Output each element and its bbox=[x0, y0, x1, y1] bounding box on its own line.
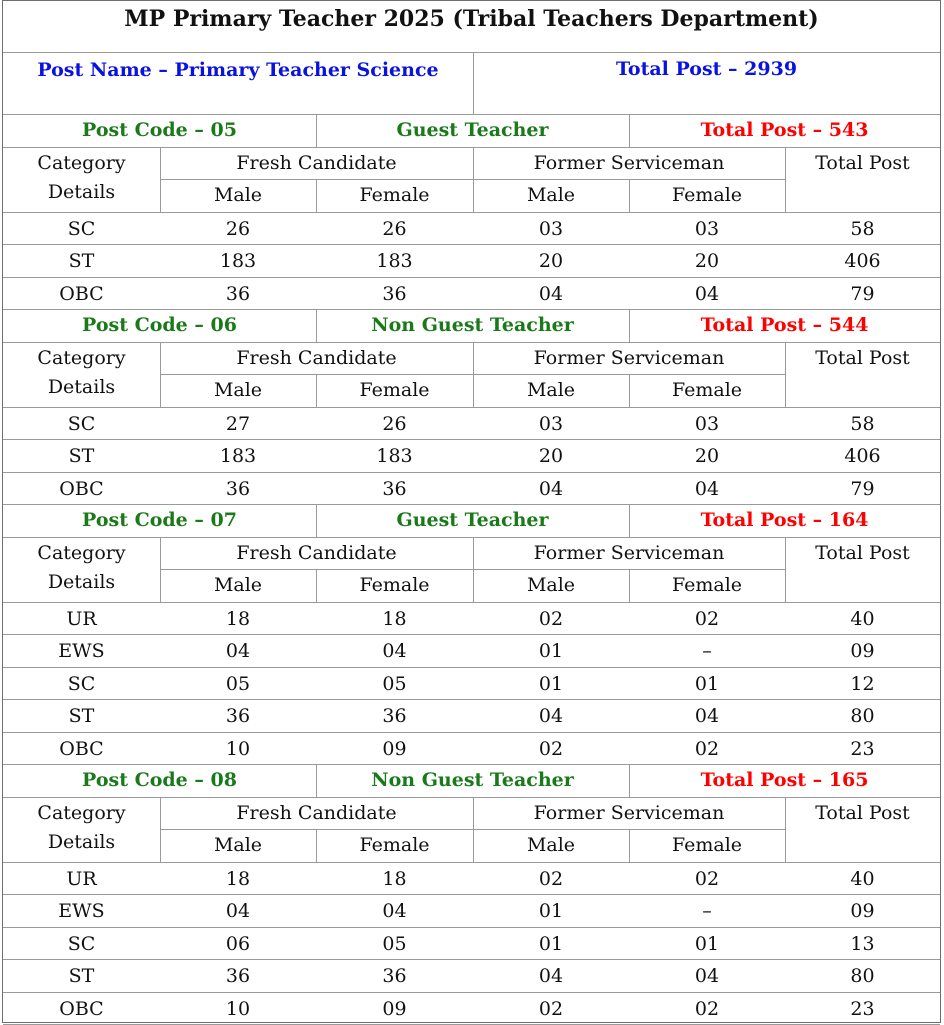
value-cell: 10 bbox=[225, 997, 251, 1020]
divider bbox=[3, 244, 940, 245]
value-cell: 40 bbox=[850, 867, 875, 890]
header-category: Category bbox=[37, 801, 126, 824]
category-cell: ST bbox=[68, 250, 95, 272]
value-cell: 02 bbox=[538, 867, 564, 890]
value-cell: 10 bbox=[225, 737, 251, 760]
value-cell: 09 bbox=[850, 640, 875, 662]
divider bbox=[160, 342, 161, 407]
section-total: Total Post – 544 bbox=[700, 314, 869, 336]
divider bbox=[629, 829, 630, 862]
divider bbox=[3, 797, 940, 798]
header-details: Details bbox=[47, 570, 116, 593]
divider bbox=[785, 147, 786, 212]
header-male: Male bbox=[213, 833, 263, 856]
category-cell: SC bbox=[67, 217, 96, 240]
header-male: Male bbox=[213, 378, 263, 401]
header-former-serviceman: Former Serviceman bbox=[533, 541, 725, 564]
divider bbox=[160, 537, 161, 602]
section-total: Total Post – 543 bbox=[700, 119, 869, 141]
divider bbox=[316, 309, 317, 342]
section-type: Non Guest Teacher bbox=[371, 769, 574, 791]
value-cell: 18 bbox=[382, 607, 407, 630]
header-male: Male bbox=[526, 833, 576, 856]
category-cell: SC bbox=[67, 672, 96, 695]
value-cell: 01 bbox=[694, 672, 720, 695]
divider bbox=[3, 472, 940, 473]
value-cell: 04 bbox=[694, 282, 720, 305]
value-cell: 58 bbox=[850, 217, 875, 240]
divider bbox=[3, 439, 940, 440]
divider bbox=[629, 504, 630, 537]
value-cell: 36 bbox=[225, 965, 251, 987]
value-cell: 09 bbox=[850, 900, 875, 922]
value-cell: 36 bbox=[382, 965, 407, 987]
value-cell: 02 bbox=[694, 737, 720, 760]
value-cell: 03 bbox=[694, 412, 720, 435]
header-male: Male bbox=[526, 183, 576, 206]
value-cell: 20 bbox=[694, 250, 720, 272]
value-cell: 20 bbox=[538, 250, 564, 272]
section-total: Total Post – 165 bbox=[700, 769, 869, 791]
value-cell: – bbox=[702, 640, 712, 662]
divider bbox=[629, 569, 630, 602]
divider bbox=[629, 374, 630, 407]
value-cell: 04 bbox=[694, 965, 720, 987]
header-former-serviceman: Former Serviceman bbox=[533, 801, 725, 824]
value-cell: 04 bbox=[538, 477, 564, 500]
header-male: Male bbox=[213, 573, 263, 596]
value-cell: 12 bbox=[850, 672, 875, 695]
divider bbox=[473, 52, 474, 114]
divider bbox=[316, 374, 317, 407]
divider bbox=[3, 504, 940, 505]
category-cell: ST bbox=[68, 705, 95, 727]
header-female: Female bbox=[359, 378, 430, 401]
section-type: Non Guest Teacher bbox=[371, 314, 574, 336]
header-total-post: Total Post bbox=[815, 346, 910, 369]
category-cell: OBC bbox=[59, 282, 104, 305]
header-male: Male bbox=[526, 378, 576, 401]
value-cell: 04 bbox=[538, 705, 564, 727]
recruitment-table bbox=[2, 0, 941, 1023]
divider bbox=[629, 309, 630, 342]
value-cell: 58 bbox=[850, 412, 875, 435]
divider bbox=[3, 992, 940, 993]
page-title: MP Primary Teacher 2025 (Tribal Teachers Department) bbox=[124, 6, 819, 32]
value-cell: 406 bbox=[844, 250, 881, 272]
header-details: Details bbox=[47, 830, 116, 853]
divider bbox=[316, 114, 317, 147]
value-cell: 36 bbox=[382, 477, 407, 500]
value-cell: 26 bbox=[382, 217, 407, 240]
divider bbox=[473, 342, 474, 407]
divider bbox=[473, 147, 474, 212]
divider bbox=[316, 179, 317, 212]
value-cell: 01 bbox=[538, 640, 564, 662]
post-name: Post Name – Primary Teacher Science bbox=[37, 59, 439, 81]
header-former-serviceman: Former Serviceman bbox=[533, 151, 725, 174]
divider bbox=[316, 504, 317, 537]
header-total-post: Total Post bbox=[815, 541, 910, 564]
value-cell: 01 bbox=[694, 932, 720, 955]
value-cell: 02 bbox=[694, 607, 720, 630]
header-male: Male bbox=[526, 573, 576, 596]
category-cell: OBC bbox=[59, 737, 104, 760]
divider bbox=[785, 537, 786, 602]
value-cell: 01 bbox=[538, 900, 564, 922]
value-cell: 05 bbox=[225, 672, 251, 695]
header-total-post: Total Post bbox=[815, 151, 910, 174]
value-cell: 36 bbox=[225, 705, 251, 727]
value-cell: 183 bbox=[219, 250, 257, 272]
header-former-serviceman: Former Serviceman bbox=[533, 346, 725, 369]
section-type: Guest Teacher bbox=[396, 509, 549, 531]
value-cell: 09 bbox=[382, 997, 407, 1020]
value-cell: 02 bbox=[538, 997, 564, 1020]
divider bbox=[3, 342, 940, 343]
value-cell: 04 bbox=[382, 900, 407, 922]
value-cell: 23 bbox=[850, 737, 875, 760]
divider bbox=[3, 634, 940, 635]
value-cell: 04 bbox=[538, 282, 564, 305]
divider bbox=[3, 407, 940, 408]
category-cell: SC bbox=[67, 932, 96, 955]
value-cell: 26 bbox=[225, 217, 251, 240]
divider bbox=[3, 667, 940, 668]
divider bbox=[3, 732, 940, 733]
divider bbox=[160, 147, 161, 212]
value-cell: 18 bbox=[225, 607, 251, 630]
header-male: Male bbox=[213, 183, 263, 206]
value-cell: 36 bbox=[382, 705, 407, 727]
value-cell: 80 bbox=[850, 705, 875, 727]
divider bbox=[3, 764, 940, 765]
divider bbox=[785, 342, 786, 407]
header-details: Details bbox=[47, 180, 116, 203]
divider bbox=[3, 862, 940, 863]
value-cell: 03 bbox=[694, 217, 720, 240]
header-female: Female bbox=[359, 183, 430, 206]
category-cell: ST bbox=[68, 445, 95, 467]
divider bbox=[3, 309, 940, 310]
value-cell: 27 bbox=[225, 412, 251, 435]
divider bbox=[3, 894, 940, 895]
header-category: Category bbox=[37, 151, 126, 174]
header-female: Female bbox=[671, 183, 743, 206]
divider bbox=[785, 797, 786, 862]
divider bbox=[3, 699, 940, 700]
divider bbox=[3, 959, 940, 960]
value-cell: – bbox=[702, 900, 712, 922]
divider bbox=[629, 114, 630, 147]
value-cell: 02 bbox=[694, 997, 720, 1020]
value-cell: 05 bbox=[382, 932, 407, 955]
value-cell: 13 bbox=[850, 932, 875, 955]
value-cell: 09 bbox=[382, 737, 407, 760]
value-cell: 01 bbox=[538, 932, 564, 955]
category-cell: UR bbox=[66, 867, 97, 890]
divider bbox=[3, 537, 940, 538]
value-cell: 80 bbox=[850, 965, 875, 987]
total-post-overall: Total Post – 2939 bbox=[615, 58, 798, 80]
category-cell: OBC bbox=[59, 477, 104, 500]
value-cell: 20 bbox=[694, 445, 720, 467]
value-cell: 03 bbox=[538, 412, 564, 435]
divider bbox=[3, 602, 940, 603]
category-cell: OBC bbox=[59, 997, 104, 1020]
value-cell: 04 bbox=[225, 900, 251, 922]
value-cell: 40 bbox=[850, 607, 875, 630]
header-fresh-candidate: Fresh Candidate bbox=[236, 541, 397, 564]
category-cell: ST bbox=[68, 965, 95, 987]
divider bbox=[3, 277, 940, 278]
header-fresh-candidate: Fresh Candidate bbox=[236, 346, 397, 369]
header-details: Details bbox=[47, 375, 116, 398]
divider bbox=[3, 927, 940, 928]
value-cell: 04 bbox=[694, 477, 720, 500]
category-cell: SC bbox=[67, 412, 96, 435]
header-category: Category bbox=[37, 346, 126, 369]
value-cell: 04 bbox=[225, 640, 251, 662]
divider bbox=[160, 797, 161, 862]
value-cell: 79 bbox=[850, 477, 875, 500]
header-female: Female bbox=[671, 378, 743, 401]
divider bbox=[473, 797, 474, 862]
value-cell: 02 bbox=[538, 737, 564, 760]
category-cell: EWS bbox=[58, 900, 105, 922]
section-code: Post Code – 07 bbox=[82, 509, 237, 531]
value-cell: 05 bbox=[382, 672, 407, 695]
value-cell: 183 bbox=[219, 445, 257, 467]
divider bbox=[473, 537, 474, 602]
value-cell: 04 bbox=[538, 965, 564, 987]
value-cell: 04 bbox=[694, 705, 720, 727]
divider bbox=[3, 114, 940, 115]
divider bbox=[629, 179, 630, 212]
header-fresh-candidate: Fresh Candidate bbox=[236, 801, 397, 824]
value-cell: 36 bbox=[225, 477, 251, 500]
header-total-post: Total Post bbox=[815, 801, 910, 824]
divider bbox=[629, 764, 630, 797]
value-cell: 18 bbox=[225, 867, 251, 890]
value-cell: 04 bbox=[382, 640, 407, 662]
value-cell: 02 bbox=[538, 607, 564, 630]
value-cell: 36 bbox=[382, 282, 407, 305]
value-cell: 183 bbox=[376, 250, 413, 272]
value-cell: 20 bbox=[538, 445, 564, 467]
header-fresh-candidate: Fresh Candidate bbox=[236, 151, 397, 174]
value-cell: 01 bbox=[538, 672, 564, 695]
value-cell: 02 bbox=[694, 867, 720, 890]
value-cell: 06 bbox=[225, 932, 251, 955]
header-female: Female bbox=[359, 573, 430, 596]
divider bbox=[3, 52, 940, 53]
header-female: Female bbox=[671, 833, 743, 856]
divider bbox=[316, 569, 317, 602]
value-cell: 18 bbox=[382, 867, 407, 890]
header-female: Female bbox=[359, 833, 430, 856]
value-cell: 03 bbox=[538, 217, 564, 240]
value-cell: 23 bbox=[850, 997, 875, 1020]
section-total: Total Post – 164 bbox=[700, 509, 869, 531]
divider bbox=[316, 764, 317, 797]
header-female: Female bbox=[671, 573, 743, 596]
value-cell: 183 bbox=[376, 445, 413, 467]
section-code: Post Code – 08 bbox=[82, 769, 237, 791]
value-cell: 406 bbox=[844, 445, 881, 467]
category-cell: UR bbox=[66, 607, 97, 630]
section-code: Post Code – 05 bbox=[82, 119, 237, 141]
divider bbox=[3, 212, 940, 213]
section-code: Post Code – 06 bbox=[82, 314, 237, 336]
divider bbox=[316, 829, 317, 862]
value-cell: 36 bbox=[225, 282, 251, 305]
section-type: Guest Teacher bbox=[396, 119, 549, 141]
category-cell: EWS bbox=[58, 640, 105, 662]
value-cell: 26 bbox=[382, 412, 407, 435]
value-cell: 79 bbox=[850, 282, 875, 305]
header-category: Category bbox=[37, 541, 126, 564]
divider bbox=[3, 147, 940, 148]
